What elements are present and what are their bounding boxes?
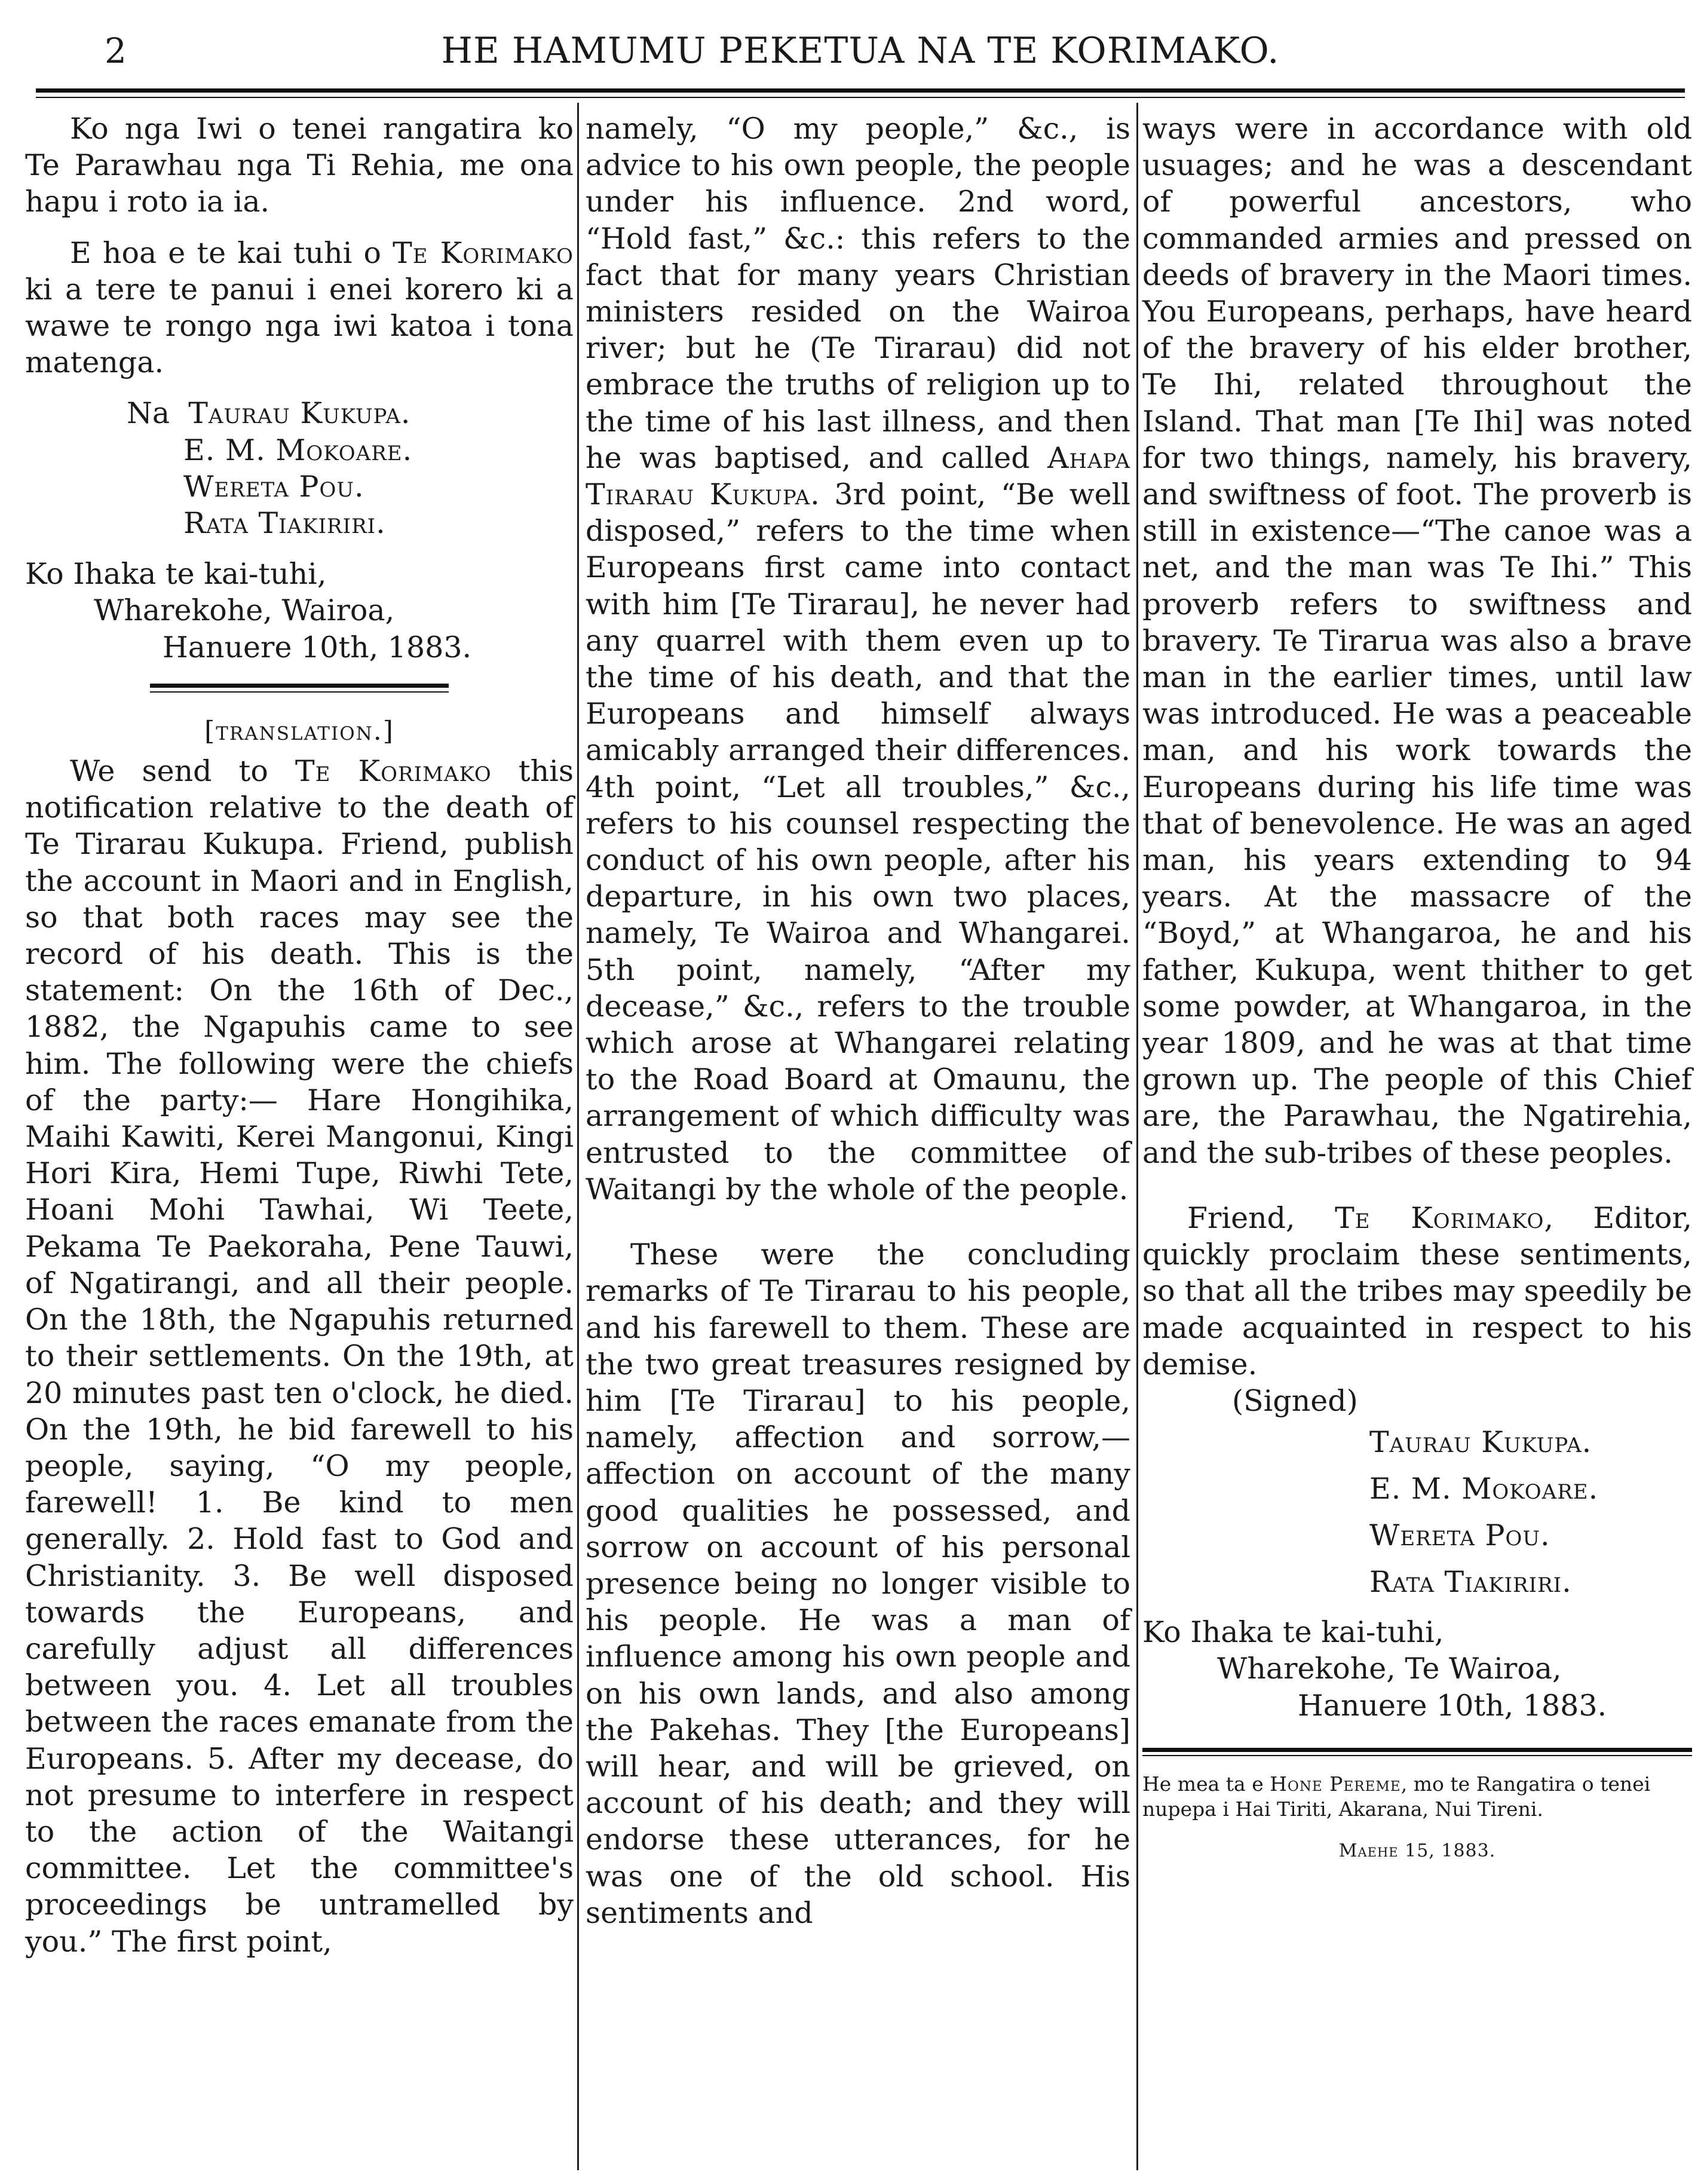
paper-name: Te Korimako [295,754,492,789]
signatory: Wereta Pou. [1369,1518,1550,1553]
writer-block [1142,1614,1692,1724]
signatory: Rata Tiakiriri. [183,506,386,541]
signed-prefix: Na [127,396,170,431]
writer-line: Ko Ihaka te kai-tuhi, [25,557,327,592]
signatory: Rata Tiakiriri. [1369,1565,1572,1600]
body-paragraph: Friend, Te Korimako, Editor, quickly proclaim these sentiments, so that all the tribes may speedily be made acquainted in respect to his demise. [1142,1200,1693,1382]
translation-heading: [translation.] [204,715,394,746]
place-line: Wharekohe, Wairoa, [94,593,395,628]
printer-name: Hone Pereme [1270,1772,1401,1796]
imprint-rule [1142,1748,1692,1756]
imprint-date: Maehe 15, 1883. [1338,1840,1496,1861]
body-paragraph: ways were in accordance with old usuages; and he was a descendant of powerful ancestors, who commanded armies and pressed on deeds of bravery in the Maori times. You Europeans, perhaps, have heard of the bravery of his elder brother, Te Ihi, related throughout the Island. That man [Te Ihi] was noted for two things, namely, his bravery, and swiftness of foot. The proverb is still in existence—“The canoe was a net, and the man was Te Ihi.” This proverb refers to swiftness and bravery. Te Tirarua was also a brave man in the earlier times, until law was introduced. He was a peaceable man, and his work towards the Europeans during his life time was that of benevolence. He was an aged man, his years extending to 94 years. At the massacre of the “Boyd,” at Whangaroa, he and his father, Kukupa, went thither to get some powder, at Whangaroa, in the year 1809, and he was at that time grown up. The people of this Chief are, the Parawhau, the Ngatirehia, and the sub-tribes of these peoples. [1142,112,1692,1170]
page-header [36,24,1685,78]
header-rule-thin [36,97,1685,98]
page-number: 2 [105,30,127,71]
column-divider [1136,103,1138,2170]
writer-line: Ko Ihaka te kai-tuhi, [1142,1615,1444,1650]
header-rule-thick [36,88,1685,93]
paper-name: Te Korimako [1335,1200,1544,1235]
place-line: Wharekohe, Te Wairoa, [1217,1652,1562,1686]
signed-label: (Signed) [1232,1383,1358,1418]
section-rule [150,684,449,693]
maori-paragraph: Ko nga Iwi o tenei rangatira ko Te Parawhau nga Ti Rehia, me ona hapu i roto ia ia. [25,112,574,219]
baptismal-name: Ahapa Tirarau Kukupa [586,440,1130,512]
signatory: E. M. Mokoare. [183,433,413,467]
body-paragraph: These were the concluding remarks of Te Tirarau to his people, and his farewell to them. These are the two great treasures resigned by him [Te Tirarau] to his people, namely, affection and sorrow,—affection on account of the many good qualities he possessed, and sorrow on account of his personal presence being no longer visible to his people. He was a man of influence among his own people and on his own lands, and also among the Pakehas. They [the Europeans] will hear, and will be grieved, on account of his death; and they will endorse these utterances, for he was one of the old school. His sentiments and [586,1238,1130,1930]
signatory: Taurau Kukupa. [188,396,411,431]
maori-paragraph: E hoa e te kai tuhi o Te Korimako ki a tere te panui i enei korero ki a wawe te rongo nga iwi katoa i tona matenga. [25,235,574,380]
signatory-block [1142,1419,1692,1606]
printer-imprint: He mea ta e Hone Pereme, mo te Rangatira o tenei nupepa i Hai Tiriti, Akarana, Nui Tireni. [1142,1772,1651,1821]
body-paragraph: namely, “O my people,” &c., is advice to his own people, the people under his influence. 2nd word, “Hold fast,” &c.: this refers to the fact that for many years Christian ministers resided on the Wairoa river; but he (Te Tirarau) did not embrace the truths of religion up to the time of his last illness, and then he was baptised, and called Ahapa Tirarau Kukupa. 3rd point, “Be well disposed,” refers to the time when Europeans first came into contact with him [Te Tirarau], he never had any quarrel with them even up to the time of his death, and that the Europeans and himself always amicably arranged their differences. 4th point, “Let all troubles,” &c., refers to his counsel respecting the conduct of his own people, after his departure, in his own two places, namely, Te Wairoa and Whangarei. 5th point, namely, “After my decease,” &c., refers to the trouble which arose at Whangarei relating to the Road Board at Omaunu, the arrangement of which difficulty was entrusted to the committee of Waitangi by the whole of the people. [586,112,1130,1206]
writer-block [25,556,574,666]
signatory: Wereta Pou. [183,469,364,504]
translation-paragraph: We send to Te Korimako this notification relative to the death of Te Tirarau Kukupa. Friend, publish the account in Maori and in English, so that both races may see the record of his death. This is the statement: On the 16th of Dec., 1882, the Ngapuhis came to see him. The following were the chiefs of the party:— Hare Hongihika, Maihi Kawiti, Kerei Mangonui, Kingi Hori Kira, Hemi Tupe, Riwhi Tete, Hoani Mohi Tawhai, Wi Teete, Pekama Te Paekoraha, Pene Tauwi, of Ngatirangi, and all their people. On the 18th, the Ngapuhis returned to their settlements. On the 19th, at 20 minutes past ten o'clock, he died. On the 19th, he bid farewell to his people, saying, “O my people, farewell! 1. Be kind to men generally. 2. Hold fast to God and Christianity. 3. Be well disposed towards the Europeans, and carefully adjust all differences between you. 4. Let all troubles between the races emanate from the Europeans. 5. After my decease, do not presume to interfere in respect to the action of the Waitangi committee. Let the committee's proceedings be untramelled by you.” The first point, [25,754,574,1959]
paper-name: Te Korimako [393,235,574,270]
column-1 [25,111,574,1960]
column-2 [586,111,1130,1931]
date-line: Hanuere 10th, 1883. [163,630,472,664]
signatory: Taurau Kukupa. [1369,1425,1592,1460]
column-divider [577,103,579,2170]
column-3 [1142,111,1692,1869]
signatory-block [25,395,574,541]
date-line: Hanuere 10th, 1883. [1298,1688,1607,1723]
running-title: HE HAMUMU PEKETUA NA TE KORIMAKO. [441,30,1280,72]
signatory: E. M. Mokoare. [1369,1472,1599,1506]
